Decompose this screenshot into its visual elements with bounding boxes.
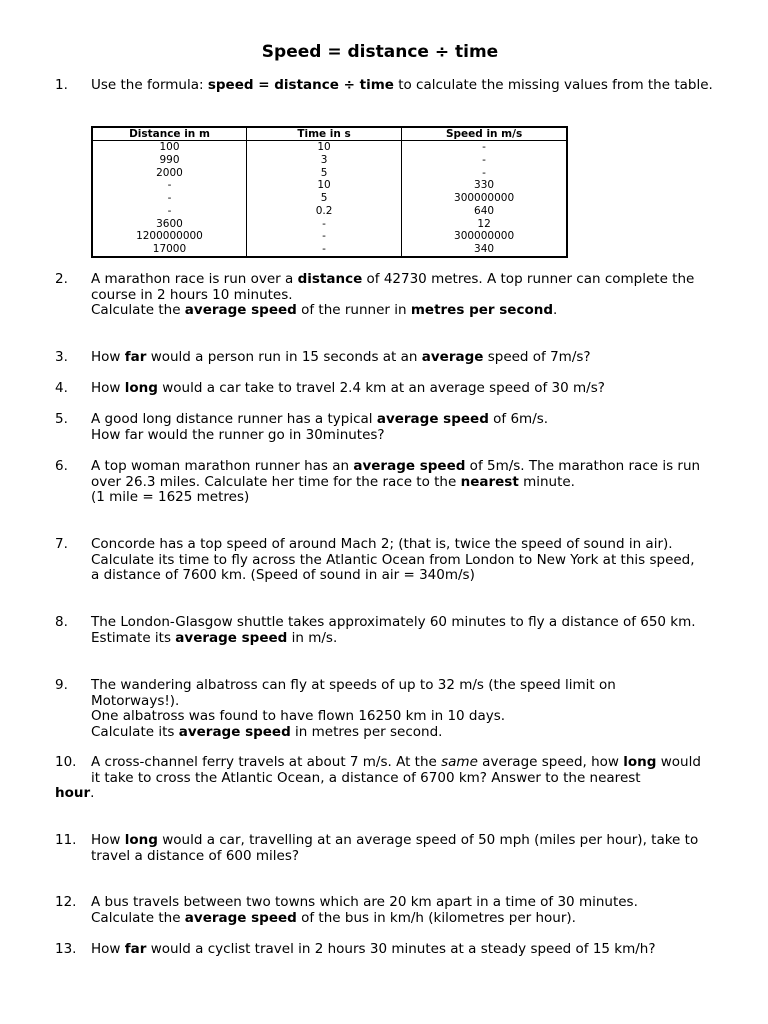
table-cell: 17000 bbox=[92, 243, 246, 257]
table-cell: 10 bbox=[246, 141, 401, 154]
column-header-distance: Distance in m bbox=[92, 127, 246, 141]
table-cell: 5 bbox=[246, 192, 401, 205]
question-3: 3. How far would a person run in 15 seconds at an average speed of 7m/s? bbox=[55, 349, 591, 365]
table-cell: - bbox=[402, 154, 567, 167]
table-cell: - bbox=[92, 192, 246, 205]
table-row bbox=[92, 218, 567, 231]
question-12: 12. A bus travels between two towns which are 20 km apart in a time of 30 minutes. Calculate the average speed of the bus in km/h (kilometres per hour). bbox=[55, 894, 638, 926]
table-cell: 3600 bbox=[92, 218, 246, 231]
table-header-row bbox=[92, 127, 567, 141]
table-cell: - bbox=[92, 179, 246, 192]
question-9: 9. The wandering albatross can fly at speeds of up to 32 m/s (the speed limit on Motorways!). One albatross was found to have flown 16250 km in 10 days. Calculate its average speed in metres per second. bbox=[55, 677, 616, 740]
table-cell: 340 bbox=[402, 243, 567, 257]
table-cell: 330 bbox=[402, 179, 567, 192]
table-cell: - bbox=[92, 205, 246, 218]
table-row bbox=[92, 141, 567, 154]
table-row bbox=[92, 154, 567, 167]
speed-table bbox=[91, 126, 568, 258]
question-13: 13. How far would a cyclist travel in 2 hours 30 minutes at a steady speed of 15 km/h? bbox=[55, 941, 656, 957]
table-cell: 0.2 bbox=[246, 205, 401, 218]
table-cell: - bbox=[246, 218, 401, 231]
table-cell: - bbox=[246, 230, 401, 243]
question-2: 2. A marathon race is run over a distance of 42730 metres. A top runner can complete the course in 2 hours 10 minutes. Calculate the average speed of the runner in metres per second. bbox=[55, 271, 695, 318]
column-header-speed: Speed in m/s bbox=[402, 127, 567, 141]
question-1: 1. Use the formula: speed = distance ÷ time to calculate the missing values from the table. bbox=[55, 77, 713, 93]
table-cell: 990 bbox=[92, 154, 246, 167]
table-cell: 640 bbox=[402, 205, 567, 218]
table-row bbox=[92, 243, 567, 257]
table-cell: - bbox=[402, 167, 567, 180]
page-title: Speed = distance ÷ time bbox=[261, 42, 499, 62]
question-7: 7. Concorde has a top speed of around Mach 2; (that is, twice the speed of sound in air). Calculate its time to fly across the Atlantic Ocean from London to New York at this speed, a distance of 7600 km. (Speed of sound in air = 340m/s) bbox=[55, 536, 695, 583]
table-cell: 10 bbox=[246, 179, 401, 192]
table-row bbox=[92, 167, 567, 180]
column-header-time: Time in s bbox=[246, 127, 401, 141]
table-cell: - bbox=[402, 141, 567, 154]
table-row bbox=[92, 179, 567, 192]
table-cell: 300000000 bbox=[402, 192, 567, 205]
table-cell: 300000000 bbox=[402, 230, 567, 243]
table-cell: - bbox=[246, 243, 401, 257]
table-cell: 5 bbox=[246, 167, 401, 180]
table-cell: 1200000000 bbox=[92, 230, 246, 243]
question-6: 6. A top woman marathon runner has an average speed of 5m/s. The marathon race is run over 26.3 miles. Calculate her time for the race to the nearest minute. (1 mile = 1625 metres) bbox=[55, 458, 701, 505]
question-11: 11. How long would a car, travelling at an average speed of 50 mph (miles per hour), take to travel a distance of 600 miles? bbox=[55, 832, 699, 864]
table-cell: 3 bbox=[246, 154, 401, 167]
table-cell: 12 bbox=[402, 218, 567, 231]
table-cell: 100 bbox=[92, 141, 246, 154]
table-cell: 2000 bbox=[92, 167, 246, 180]
question-10: 10. A cross-channel ferry travels at about 7 m/s. At the same average speed, how long would it take to cross the Atlantic Ocean, a distance of 6700 km? Answer to the nearest hour. bbox=[55, 754, 701, 801]
table-row bbox=[92, 205, 567, 218]
table-row bbox=[92, 230, 567, 243]
table-body bbox=[92, 141, 567, 258]
question-4: 4. How long would a car take to travel 2.4 km at an average speed of 30 m/s? bbox=[55, 380, 605, 396]
table-row bbox=[92, 192, 567, 205]
question-5: 5. A good long distance runner has a typical average speed of 6m/s. How far would the runner go in 30minutes? bbox=[55, 411, 549, 443]
question-8: 8. The London-Glasgow shuttle takes approximately 60 minutes to fly a distance of 650 km. Estimate its average speed in m/s. bbox=[55, 614, 696, 646]
